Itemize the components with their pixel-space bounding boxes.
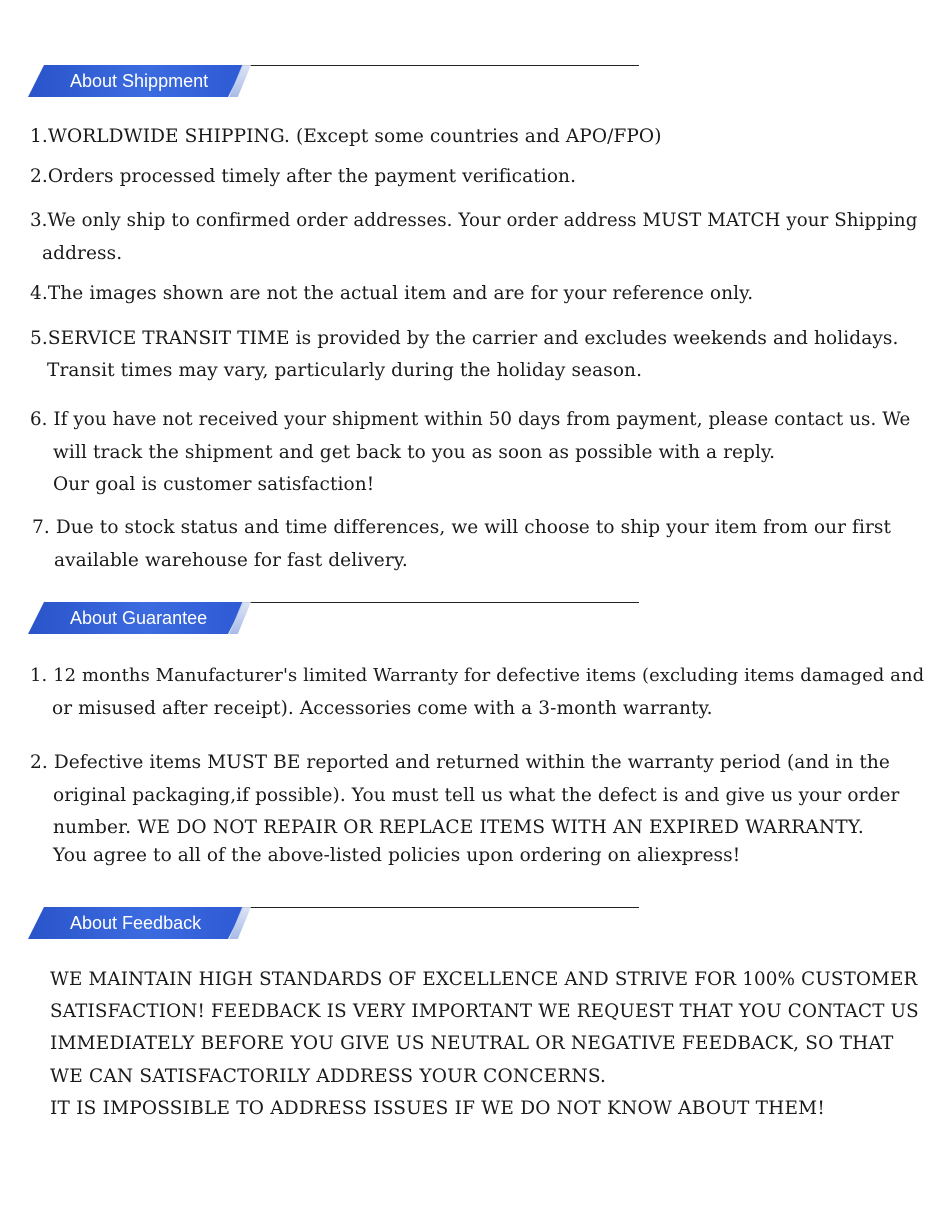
shipment-line: 4.The images shown are not the actual item and are for your reference only.	[30, 283, 754, 304]
feedback-section-header	[0, 907, 640, 941]
feedback-line: WE MAINTAIN HIGH STANDARDS OF EXCELLENCE AND STRIVE FOR 100% CUSTOMER	[50, 969, 918, 990]
guarantee-section-title: About Guarantee	[70, 608, 208, 628]
shipment-section-title: About Shippment	[70, 71, 209, 91]
shipment-line: 6. If you have not received your shipment within 50 days from payment, please contact us. We	[30, 409, 911, 430]
guarantee-line: 1. 12 months Manufacturer's limited Warranty for defective items (excluding items damaged and	[30, 665, 925, 686]
feedback-section-title: About Feedback	[70, 913, 202, 933]
guarantee-line: original packaging,if possible). You must tell us what the defect is and give us your order	[53, 785, 900, 806]
guarantee-section-header	[0, 602, 640, 636]
shipment-section-header	[0, 65, 640, 99]
shipment-line: Our goal is customer satisfaction!	[53, 474, 375, 495]
guarantee-line: or misused after receipt). Accessories come with a 3-month warranty.	[52, 698, 713, 719]
feedback-line: IMMEDIATELY BEFORE YOU GIVE US NEUTRAL OR NEGATIVE FEEDBACK, SO THAT	[50, 1033, 894, 1054]
shipment-line: available warehouse for fast delivery.	[54, 550, 408, 571]
shipment-line: 1.WORLDWIDE SHIPPING. (Except some countries and APO/FPO)	[30, 126, 662, 147]
shipment-line: 5.SERVICE TRANSIT TIME is provided by the carrier and excludes weekends and holidays.	[30, 328, 899, 349]
feedback-line: WE CAN SATISFACTORILY ADDRESS YOUR CONCERNS.	[50, 1066, 607, 1087]
shipment-line: address.	[42, 243, 123, 264]
feedback-line: SATISFACTION! FEEDBACK IS VERY IMPORTANT WE REQUEST THAT YOU CONTACT US	[50, 1001, 919, 1022]
shipment-line: 7. Due to stock status and time differences, we will choose to ship your item from our first	[32, 517, 892, 538]
guarantee-line: number. WE DO NOT REPAIR OR REPLACE ITEMS WITH AN EXPIRED WARRANTY.	[53, 817, 864, 838]
shipment-line: 3.We only ship to confirmed order addresses. Your order address MUST MATCH your Shipping	[30, 210, 918, 231]
shipment-line: Transit times may vary, particularly during the holiday season.	[47, 360, 643, 381]
shipment-line: 2.Orders processed timely after the payment verification.	[30, 166, 577, 187]
feedback-line: IT IS IMPOSSIBLE TO ADDRESS ISSUES IF WE DO NOT KNOW ABOUT THEM!	[50, 1098, 825, 1119]
guarantee-line: 2. Defective items MUST BE reported and returned within the warranty period (and in the	[30, 752, 890, 773]
shipment-line: will track the shipment and get back to you as soon as possible with a reply.	[53, 442, 776, 463]
guarantee-line: You agree to all of the above-listed policies upon ordering on aliexpress!	[53, 845, 741, 866]
